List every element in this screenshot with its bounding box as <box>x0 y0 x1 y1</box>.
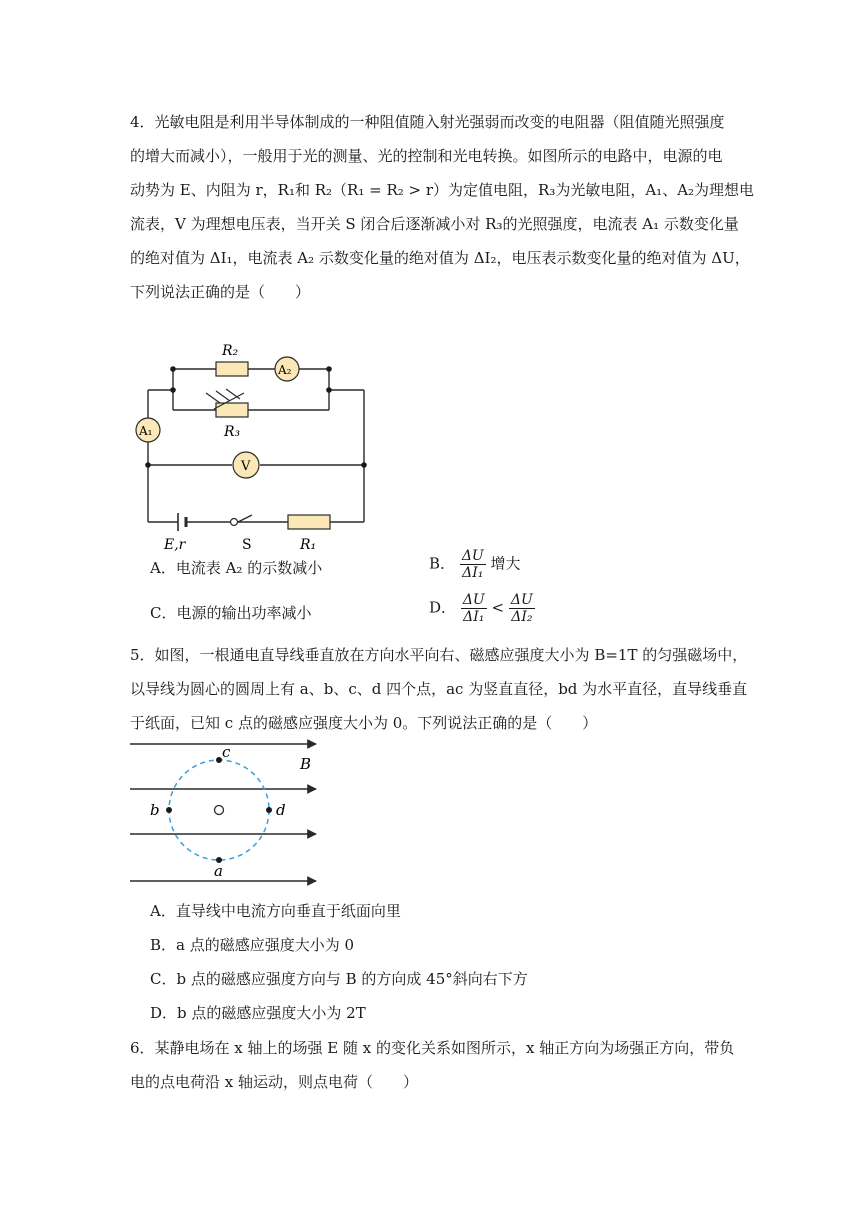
magnetic-field-diagram <box>128 738 328 888</box>
q5-option-b: B．a 点的磁感应强度大小为 0 <box>150 936 355 954</box>
q5-line-3: 于纸面，已知 c 点的磁感应强度大小为 0。下列说法正确的是（ ） <box>130 714 598 732</box>
q4-option-d-operator: < <box>491 598 505 617</box>
q4-option-b-suffix: 增大 <box>490 554 521 573</box>
r1-label: R₁ <box>300 537 317 553</box>
q5-option-a: A．直导线中电流方向垂直于纸面向里 <box>150 902 401 920</box>
field-b-label: B <box>300 755 312 773</box>
frac-numerator: ΔU <box>462 592 485 608</box>
wire-symbol <box>215 806 224 815</box>
frac-denominator: ΔI₁ <box>462 565 484 581</box>
q6-line-2: 电的点电荷沿 x 轴运动，则点电荷（ ） <box>130 1073 418 1091</box>
q4-line-2: 的增大而减小），一般用于光的测量、光的控制和光电转换。如图所示的电路中，电源的电 <box>130 147 723 165</box>
frac-numerator: ΔU <box>510 592 533 608</box>
q5-option-d: D．b 点的磁感应强度大小为 2T <box>150 1004 366 1022</box>
q4-line-5: 的绝对值为 ΔI₁，电流表 A₂ 示数变化量的绝对值为 ΔI₂，电压表示数变化量的绝对值为 ΔU， <box>130 249 750 267</box>
q4-option-b-fraction <box>460 548 486 581</box>
q5-option-c: C．b 点的磁感应强度方向与 B 的方向成 45°斜向右下方 <box>150 970 528 988</box>
q6-line-1: 6．某静电场在 x 轴上的场强 E 随 x 的变化关系如图所示，x 轴正方向为场强正方向，带负 <box>130 1039 735 1057</box>
q4-option-d-fraction-1 <box>461 592 487 625</box>
a2-label: A₂ <box>278 363 292 377</box>
v-label: V <box>241 459 251 474</box>
a1-label: A₁ <box>139 424 153 438</box>
q4-option-b-prefix: B． <box>429 554 456 573</box>
point-a-label: a <box>214 862 223 880</box>
er-label: E,r <box>164 537 186 553</box>
q4-option-d-fraction-2 <box>509 592 535 625</box>
frac-denominator: ΔI₂ <box>511 609 533 625</box>
frac-numerator: ΔU <box>461 548 484 564</box>
q4-option-d <box>429 592 535 625</box>
q5-line-2: 以导线为圆心的圆周上有 a、b、c、d 四个点，ac 为竖直直径，bd 为水平直径，直导线垂直 <box>130 680 748 698</box>
q4-line-4: 流表，V 为理想电压表，当开关 S 闭合后逐渐减小对 R₃的光照强度，电流表 A₁ 示数变化量 <box>130 215 739 233</box>
q4-option-d-prefix: D． <box>429 598 457 617</box>
q4-line-3: 动势为 E、内阻为 r，R₁和 R₂（R₁ = R₂ > r）为定值电阻，R₃为光敏电阻，A₁、A₂为理想电 <box>130 181 755 199</box>
point-b-label: b <box>150 801 160 819</box>
q4-option-c: C．电源的输出功率减小 <box>150 604 312 622</box>
q4-line-6: 下列说法正确的是（ ） <box>130 283 311 301</box>
q4-line-1: 4．光敏电阻是利用半导体制成的一种阻值随入射光强弱而改变的电阻器（阻值随光照强度 <box>130 113 725 131</box>
q5-line-1: 5．如图，一根通电直导线垂直放在方向水平向右、磁感应强度大小为 B=1T 的匀强磁场中， <box>130 646 748 664</box>
frac-denominator: ΔI₁ <box>463 609 485 625</box>
s-label: S <box>242 537 252 553</box>
point-c-label: c <box>222 743 231 761</box>
r3-label: R₃ <box>224 424 241 440</box>
q4-option-b <box>429 548 521 581</box>
q4-option-a: A．电流表 A₂ 的示数减小 <box>150 559 323 577</box>
r2-label: R₂ <box>222 343 239 359</box>
point-d-label: d <box>276 801 286 819</box>
circuit-diagram <box>128 335 388 555</box>
